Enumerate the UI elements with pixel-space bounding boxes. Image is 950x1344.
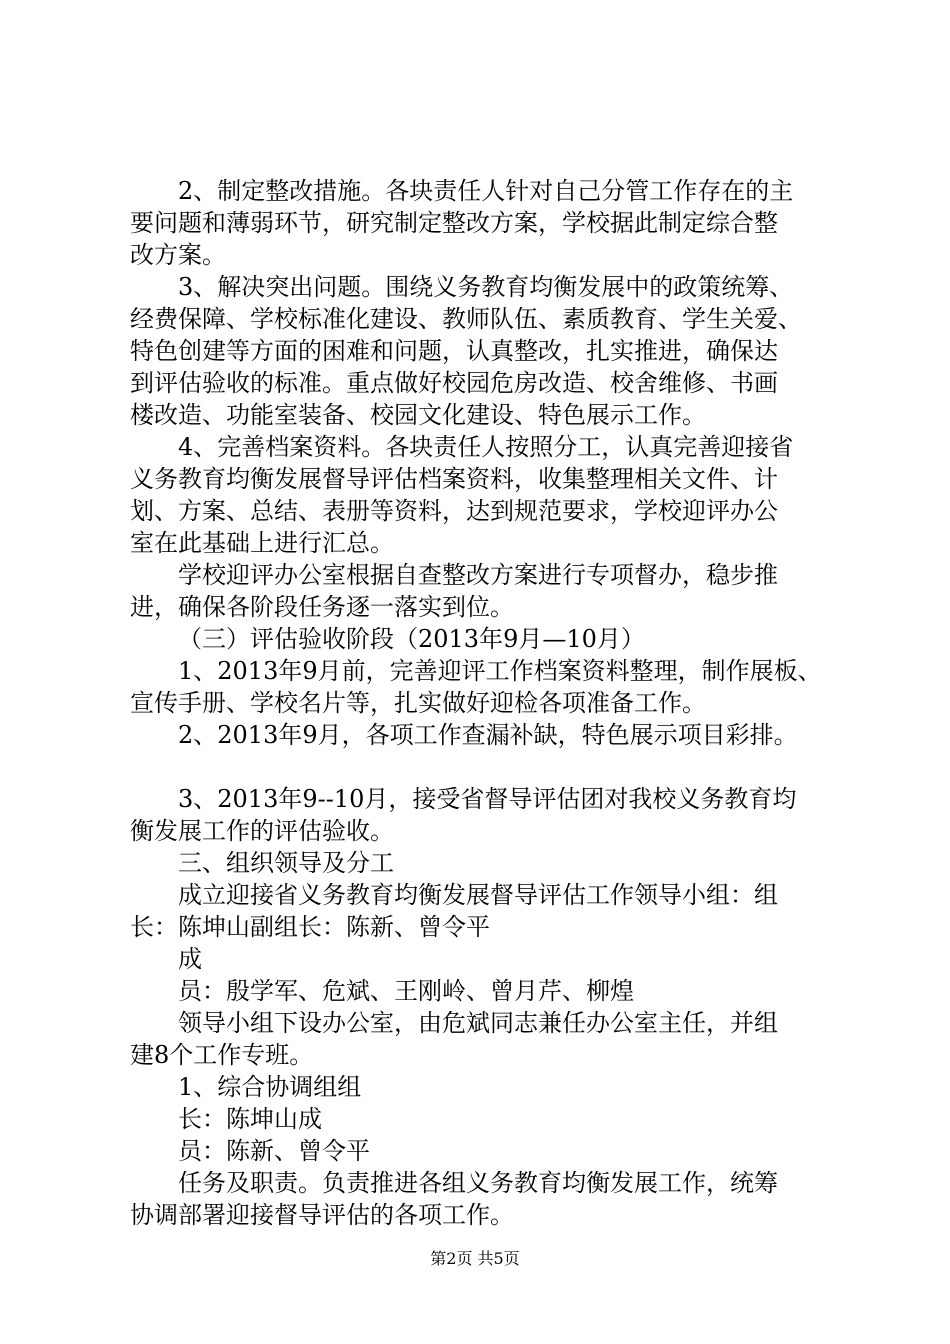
text-line-22: 成立迎接省义务教育均衡发展督导评估工作领导小组：组 xyxy=(178,881,778,909)
text-line-19: 3、2013年9--10月，接受省督导评估团对我校义务教育均 xyxy=(178,785,797,813)
page-number-footer: 第2页 共5页 xyxy=(430,1249,520,1268)
text-line-28: 1、综合协调组组 xyxy=(178,1073,362,1101)
text-line-23: 长：陈坤山副组长：陈新、曾令平 xyxy=(130,913,490,941)
text-line-10: 义务教育均衡发展督导评估档案资料，收集整理相关文件、计 xyxy=(130,465,778,493)
text-line-13: 学校迎评办公室根据自查整改方案进行专项督办，稳步推 xyxy=(178,561,778,589)
text-line-11: 划、方案、总结、表册等资料，达到规范要求，学校迎评办公 xyxy=(130,497,778,525)
text-line-2: 要问题和薄弱环节，研究制定整改方案，学校据此制定综合整 xyxy=(130,209,778,237)
text-line-14: 进，确保各阶段任务逐一落实到位。 xyxy=(130,593,514,621)
text-line-29: 长：陈坤山成 xyxy=(178,1105,322,1133)
text-line-27: 建8个工作专班。 xyxy=(130,1041,314,1069)
text-line-4: 3、解决突出问题。围绕义务教育均衡发展中的政策统筹、 xyxy=(178,273,794,301)
text-line-12: 室在此基础上进行汇总。 xyxy=(130,529,394,557)
text-line-9: 4、完善档案资料。各块责任人按照分工，认真完善迎接省 xyxy=(178,433,794,461)
text-line-30: 员：陈新、曾令平 xyxy=(178,1137,370,1165)
text-line-24: 成 xyxy=(178,945,202,973)
text-line-20: 衡发展工作的评估验收。 xyxy=(130,817,394,845)
text-line-3: 改方案。 xyxy=(130,241,226,269)
section-heading-stage-3: （三）评估验收阶段（2013年9月—10月） xyxy=(178,625,645,653)
text-line-25: 员：殷学军、危斌、王刚岭、曾月芹、柳煌 xyxy=(178,977,634,1005)
section-heading-organization: 三、组织领导及分工 xyxy=(178,849,394,877)
text-line-17: 宣传手册、学校名片等，扎实做好迎检各项准备工作。 xyxy=(130,689,706,717)
text-line-5: 经费保障、学校标准化建设、教师队伍、素质教育、学生关爱、 xyxy=(130,305,802,333)
text-line-32: 协调部署迎接督导评估的各项工作。 xyxy=(130,1201,514,1229)
text-line-1: 2、制定整改措施。各块责任人针对自己分管工作存在的主 xyxy=(178,177,794,205)
text-line-31: 任务及职责。负责推进各组义务教育均衡发展工作，统筹 xyxy=(178,1169,778,1197)
text-line-16: 1、2013年9月前，完善迎评工作档案资料整理，制作展板、 xyxy=(178,657,822,685)
text-line-8: 楼改造、功能室装备、校园文化建设、特色展示工作。 xyxy=(130,401,706,429)
text-line-26: 领导小组下设办公室，由危斌同志兼任办公室主任，并组 xyxy=(178,1009,778,1037)
text-line-7: 到评估验收的标准。重点做好校园危房改造、校舍维修、书画 xyxy=(130,369,778,397)
text-line-6: 特色创建等方面的困难和问题，认真整改，扎实推进，确保达 xyxy=(130,337,778,365)
text-line-18: 2、2013年9月，各项工作查漏补缺，特色展示项目彩排。 xyxy=(178,721,798,749)
